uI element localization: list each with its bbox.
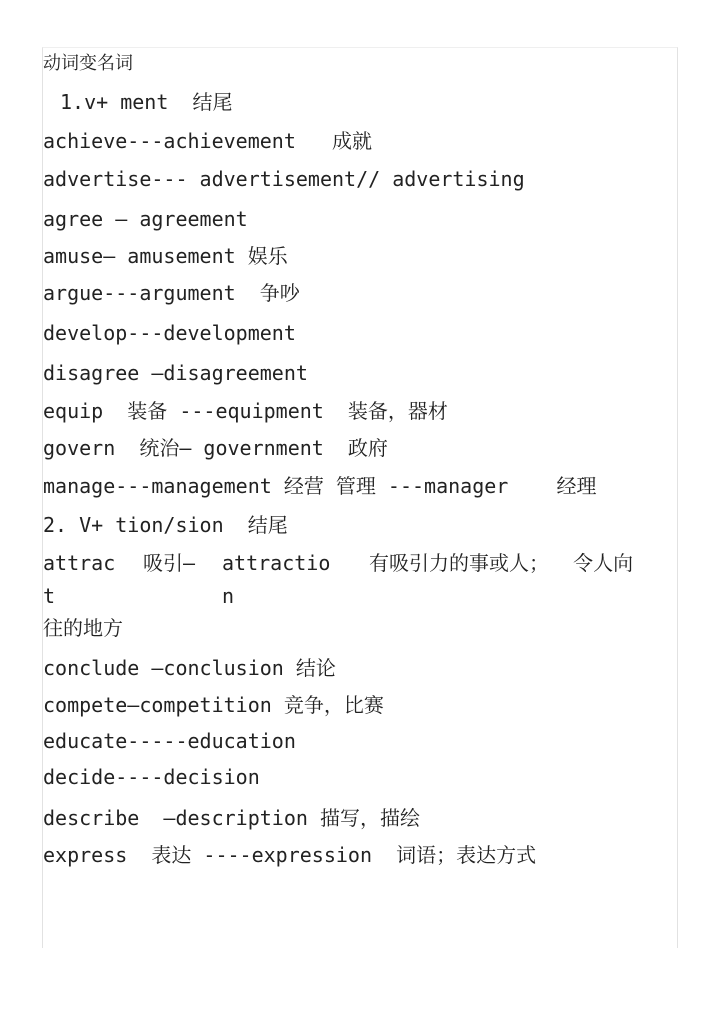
list-item: govern 统治— government 政府 [43,436,388,460]
list-item: disagree —disagreement [43,361,308,385]
section-2-title: 2. V+ tion/sion 结尾 [43,513,288,537]
heading: 动词变名词 [43,53,133,74]
section-1-title: 1.v+ ment 结尾 [60,90,233,114]
attract-noun-meaning: 有吸引力的事或人； 令人向 [369,551,634,575]
list-item: achieve---achievement 成就 [43,129,372,153]
list-item: develop---development [43,321,296,345]
list-item: agree — agreement [43,207,248,231]
list-item: advertise--- advertisement// advertising [43,167,525,191]
list-item: amuse— amusement 娱乐 [43,244,288,268]
list-item: manage---management 经营 管理 ---manager 经理 [43,474,597,498]
attract-verb-top: attrac [43,551,116,575]
list-item: express 表达 ----expression 词语；表达方式 [43,843,537,867]
attract-verb-bottom: t [43,584,56,608]
list-item: compete—competition 竞争，比赛 [43,693,384,717]
attract-noun-bottom: n [222,584,235,608]
attract-continuation: 往的地方 [43,616,123,640]
list-item: decide----decision [43,765,260,789]
list-item: conclude —conclusion 结论 [43,656,336,680]
attract-noun-top: attractio [222,551,331,575]
list-item: equip 装备 ---equipment 装备，器材 [43,399,448,423]
list-item: describe —description 描写，描绘 [43,806,420,830]
list-item: argue---argument 争吵 [43,281,300,305]
attract-meaning: 吸引— [143,551,196,575]
list-item: educate-----education [43,729,296,753]
